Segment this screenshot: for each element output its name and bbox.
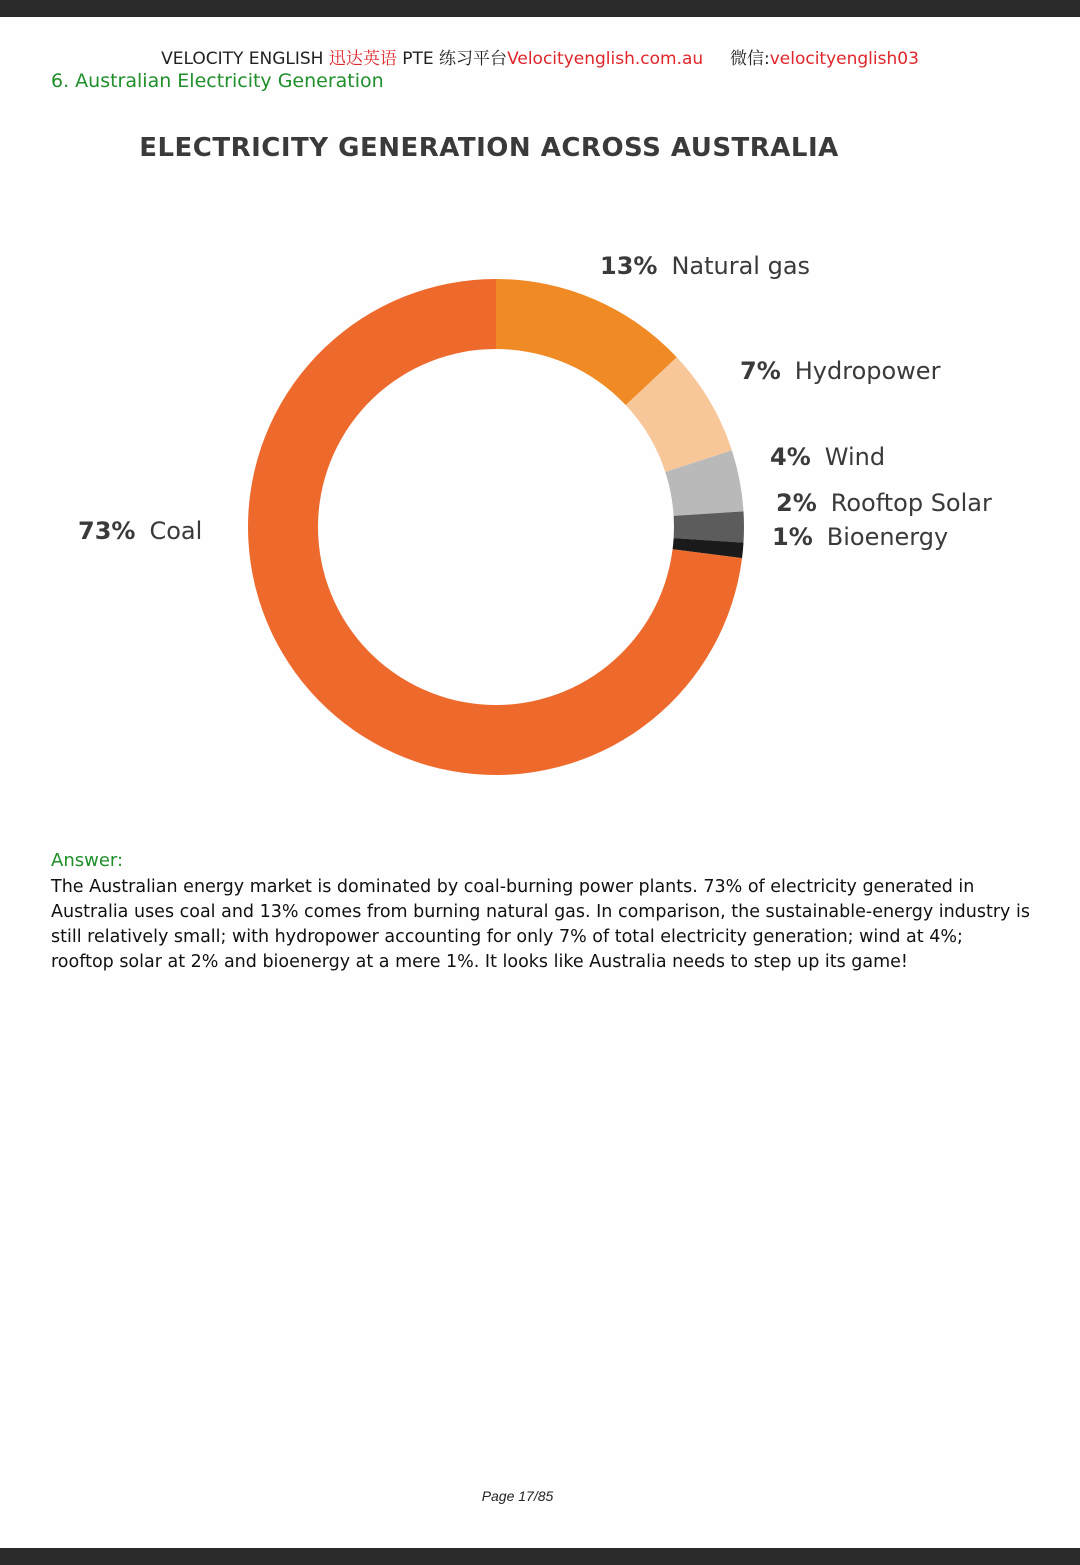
slice-rooftop-solar: [674, 511, 744, 542]
page-number: Page 17/85: [481, 1488, 554, 1504]
label-coal: 73% Coal: [78, 517, 203, 545]
header-website[interactable]: Velocityenglish.com.au: [507, 49, 704, 69]
page-header: [0, 44, 1080, 69]
header-brand: VELOCITY ENGLISH: [161, 49, 324, 69]
label-rooftop-solar: 2% Rooftop Solar: [776, 489, 992, 517]
label-hydropower: 7% Hydropower: [740, 357, 941, 385]
chart-title: ELECTRICITY GENERATION ACROSS AUSTRALIA: [139, 133, 839, 163]
section-title: 6. Australian Electricity Generation: [51, 70, 384, 92]
header-platform: PTE 练习平台: [402, 49, 508, 69]
header-wechat-label: 微信:: [729, 49, 770, 69]
label-natural-gas: 13% Natural gas: [600, 252, 811, 280]
label-wind: 4% Wind: [770, 443, 886, 471]
bottom-bar: [0, 1548, 1080, 1565]
header-brand-cn: 迅达英语: [328, 49, 397, 69]
answer-label: Answer:: [51, 850, 124, 871]
answer-text: The Australian energy market is dominated by coal-burning power plants. 73% of electricity generated in Australia uses coal and 13% comes from burning natural gas. In comparison, the sustainable-energy industry is still relatively small; with hydropower accounting for only 7% of total electricity generation; wind at 4%; rooftop solar at 2% and bioenergy at a mere 1%. It looks like Australia needs to step up its game!: [51, 877, 1030, 972]
top-bar: [0, 0, 1080, 17]
header-wechat-id: velocityenglish03: [769, 49, 919, 69]
label-bioenergy: 1% Bioenergy: [772, 523, 949, 551]
donut-chart: [0, 110, 1080, 790]
